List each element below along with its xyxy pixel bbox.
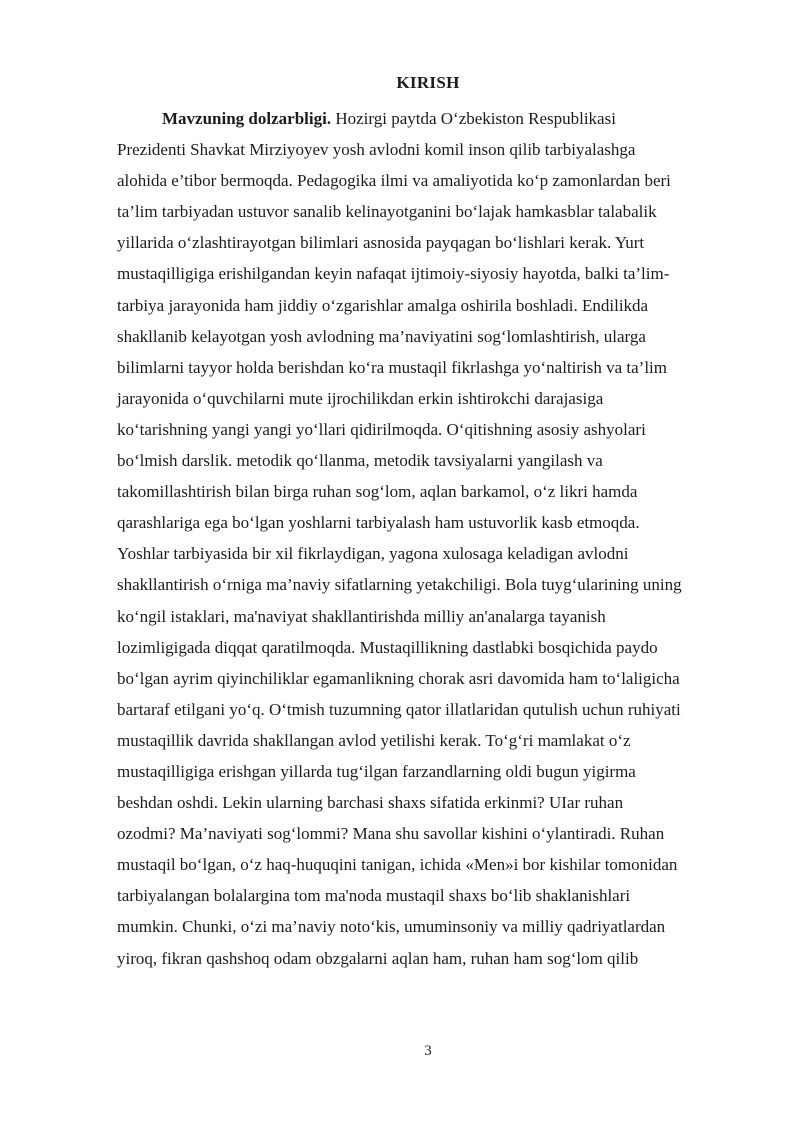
text-line: Yoshlar tarbiyasida bir xil fikrlaydigan, yagona xulosaga keladigan avlodni	[117, 544, 629, 564]
text-line: bilimlarni tayyor holda berishdan ko‘ra mustaqil fikrlashga yo‘naltirish va ta’lim	[117, 357, 668, 377]
text-line: qarashlariga ega bo‘lgan yoshlarni tarbiyalash ham ustuvorlik kasb etmoqda.	[117, 513, 640, 533]
text-line: bo‘lgan ayrim qiyinchiliklar egamanlikning chorak asri davomida ham to‘laligicha	[117, 668, 680, 688]
text-line: mustaqil bo‘lgan, o‘z haq-huquqini tanigan, ichida «Men»i bor kishilar tomonidan	[117, 855, 678, 875]
text-line: mustaqillik davrida shakllangan avlod yetilishi kerak. To‘g‘ri mamlakat o‘z	[117, 730, 631, 750]
text-line: shakllanib kelayotgan yosh avlodning ma’naviyatini sog‘lomlashtirish, ularga	[117, 326, 646, 346]
text-line: bo‘lmish darslik. metodik qo‘llanma, metodik tavsiyalarni yangilash va	[117, 451, 603, 471]
text-line: shakllantirish o‘rniga ma’naviy sifatlarning yetakchiligi. Bola tuyg‘ularining uning	[117, 575, 682, 595]
text-line: jarayonida o‘quvchilarni mute ijrochilikdan erkin ishtirokchi darajasiga	[117, 388, 604, 408]
text-line-1-rest: Hozirgi paytda O‘zbekiston Respublikasi	[331, 109, 616, 128]
text-line: mustaqilligiga erishgan yillarda tug‘ilgan farzandlarning oldi bugun yigirma	[117, 761, 636, 781]
text-line: alohida e’tibor bermoqda. Pedagogika ilmi va amaliyotida ko‘p zamonlardan beri	[117, 171, 671, 191]
text-line: Prezidenti Shavkat Mirziyoyev yosh avlodni komil inson qilib tarbiyalashga	[117, 140, 636, 160]
text-line: yiroq, fikran qashshoq odam obzgalarni aqlan ham, ruhan ham sog‘lom qilib	[117, 948, 639, 968]
page-heading: KIRISH	[396, 73, 460, 92]
lead-bold-phrase: Mavzuning dolzarbligi.	[162, 109, 332, 128]
body-text	[117, 103, 745, 974]
text-line: bartaraf etilgani yo‘q. O‘tmish tuzumning qator illatlaridan qutulish uchun ruhiyati	[117, 699, 681, 719]
text-line: lozimligigada diqqat qaratilmoqda. Mustaqillikning dastlabki bosqichida paydo	[117, 637, 658, 657]
text-line: beshdan oshdi. Lekin ularning barchasi shaxs sifatida erkinmi? UIar ruhan	[117, 793, 624, 813]
text-line: ozodmi? Ma’naviyati sog‘lommi? Mana shu savollar kishini o‘ylantiradi. Ruhan	[117, 824, 665, 844]
text-line: tarbiyalangan bolalargina tom ma'noda mustaqil shaxs bo‘lib shaklanishlari	[117, 886, 631, 906]
text-line: mumkin. Chunki, o‘zi ma’naviy noto‘kis, umuminsoniy va milliy qadriyatlardan	[117, 917, 666, 937]
text-line: tarbiya jarayonida ham jiddiy o‘zgarishlar amalga oshirila boshladi. Endilikda	[117, 295, 649, 315]
text-line-1	[117, 103, 745, 134]
text-line: takomillashtirish bilan birga ruhan sog‘lom, aqlan barkamol, o‘z likri hamda	[117, 482, 638, 502]
text-line: mustaqilligiga erishilgandan keyin nafaqat ijtimoiy-siyosiy hayotda, balki ta’lim-	[117, 264, 670, 284]
text-line: ko‘ngil istaklari, ma'naviyat shakllantirishda milliy an'analarga tayanish	[117, 606, 606, 626]
text-line: yillarida o‘zlashtirayotgan bilimlari asnosida payqagan bo‘lishlari kerak. Yurt	[117, 233, 645, 253]
page-number: 3	[424, 1043, 432, 1059]
text-line: ko‘tarishning yangi yangi yo‘llari qidirilmoqda. O‘qitishning asosiy ashyolari	[117, 419, 646, 439]
text-line: ta’lim tarbiyadan ustuvor sanalib kelinayotganini bo‘lajak hamkasblar talabalik	[117, 202, 657, 222]
